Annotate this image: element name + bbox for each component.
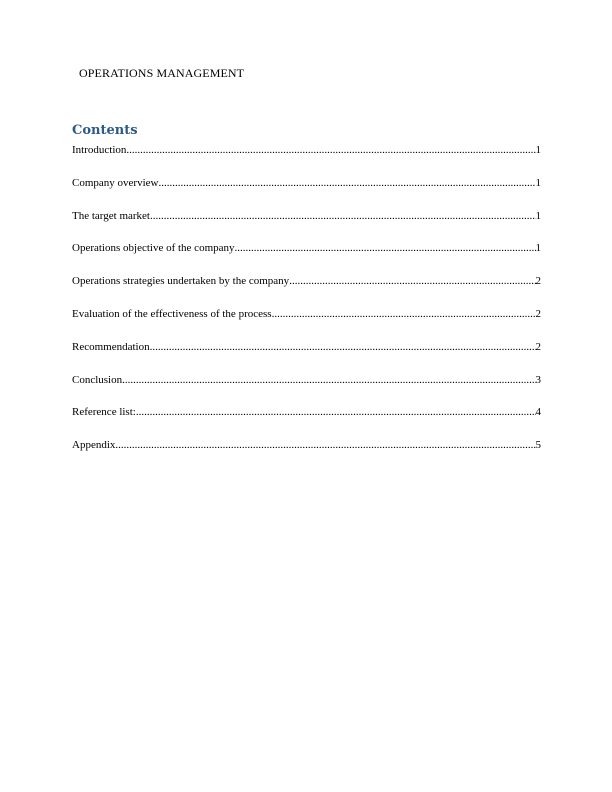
- toc-entry-reference-list[interactable]: [72, 404, 541, 420]
- toc-dot-leader: [115, 437, 535, 453]
- toc-entry-company-overview[interactable]: [72, 175, 541, 191]
- toc-entry-operations-objective[interactable]: [72, 240, 541, 256]
- toc-entry-page: 2: [535, 275, 541, 288]
- toc-entry-page: 1: [535, 242, 541, 255]
- toc-entry-operations-strategies[interactable]: [72, 273, 541, 289]
- toc-entry-page: 4: [535, 406, 541, 419]
- toc-dot-leader: [150, 208, 536, 224]
- toc-entry-evaluation[interactable]: [72, 306, 541, 322]
- toc-entry-introduction[interactable]: [72, 142, 541, 158]
- toc-entry-title: Operations objective of the company: [72, 242, 235, 255]
- toc-dot-leader: [289, 273, 535, 289]
- toc-entry-target-market[interactable]: [72, 208, 541, 224]
- toc-entry-title: The target market: [72, 209, 150, 222]
- toc-entry-page: 1: [535, 176, 541, 189]
- toc-entry-page: 5: [535, 439, 541, 452]
- toc-entry-title: Appendix: [72, 439, 116, 452]
- toc-entry-page: 2: [535, 307, 541, 320]
- toc-entry-title: Reference list:: [72, 406, 136, 419]
- toc-entry-title: Operations strategies undertaken by the company: [72, 275, 290, 288]
- toc-entry-title: Company overview: [72, 176, 159, 189]
- toc-entry-page: 3: [535, 373, 541, 386]
- toc-dot-leader: [122, 372, 535, 388]
- toc-dot-leader: [150, 339, 536, 355]
- toc-entry-page: 1: [535, 144, 541, 156]
- toc-dot-leader: [272, 306, 536, 322]
- toc-entry-appendix[interactable]: [72, 437, 541, 453]
- toc-entry-recommendation[interactable]: [72, 339, 541, 355]
- toc-entry-title: Conclusion: [72, 373, 123, 386]
- toc-entry-title: Recommendation: [72, 340, 150, 353]
- toc-heading: Contents: [72, 123, 138, 138]
- toc-entry-page: 1: [535, 209, 541, 222]
- toc-entry-title: Introduction: [72, 144, 127, 156]
- toc-dot-leader: [235, 240, 536, 256]
- toc-entry-conclusion[interactable]: [72, 372, 541, 388]
- table-of-contents: [72, 142, 541, 470]
- running-header: OPERATIONS MANAGEMENT: [79, 66, 245, 80]
- toc-entry-title: Evaluation of the effectiveness of the process: [72, 307, 272, 320]
- toc-dot-leader: [126, 142, 535, 158]
- toc-entry-page: 2: [535, 340, 541, 353]
- toc-dot-leader: [158, 175, 535, 191]
- toc-dot-leader: [136, 404, 536, 420]
